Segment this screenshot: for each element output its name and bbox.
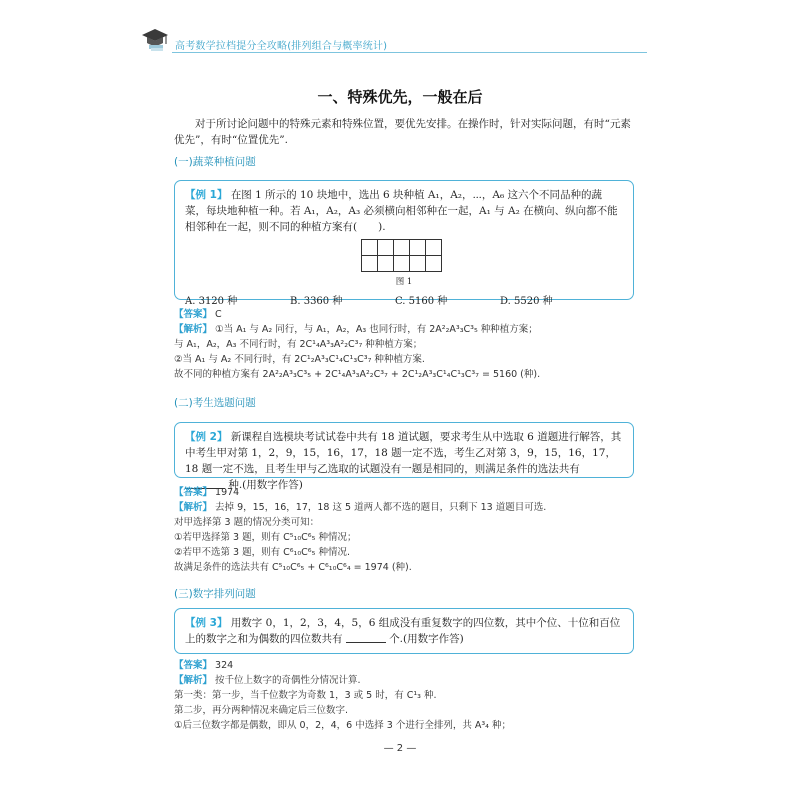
intro-paragraph: 对于所讨论问题中的特殊元素和特殊位置，要优先安排。在操作时，针对实际问题，有时“元素优先”，有时“位置优先”. [174,118,631,146]
example-2-question: 新课程自选模块考试试卷中共有 18 道试题，要求考生从中选取 6 道题进行解答，其中考生甲对第 1，2，9，15，16，17，18 题一定不选，考生乙对第 3，9，15，16，17，18 题一定不选，且考生甲与乙选取的试题没有一题是相同的，则满足条件的选法共有 [185,431,622,475]
graduation-cap-icon [140,26,170,52]
example-3-label: 【例 3】 [185,617,228,629]
analysis-line: ②当 A₁ 与 A₂ 不同行时，有 2C¹₂A³₃C¹₄C¹₃C³₇ 种种植方案. [174,354,425,365]
option-d: D. 5520 种 [500,296,553,307]
section-heading-3: (三)数字排列问题 [174,588,256,600]
answer-blank [346,632,386,643]
answer-value: C [215,309,222,320]
answer-value: 324 [215,660,234,671]
section-heading-2: (二)考生选题问题 [174,397,256,409]
example-1-box [174,180,634,307]
analysis-line: 故不同的种植方案有 2A²₂A³₃C³₅ + 2C¹₄A³₃A²₂C³₇ + 2C¹₂A³₃C¹₄C¹₃C³₇ = 5160 (种). [174,369,541,380]
analysis-line: 去掉 9，15，16，17，18 这 5 道两人都不选的题目，只剩下 13 道题目可选. [215,502,547,513]
analysis-line: 第二步，再分两种情况来确定后三位数字. [174,705,349,716]
example-1-label: 【例 1】 [185,189,228,201]
analysis-line: 按千位上数字的奇偶性分情况计算. [215,675,361,686]
example-3-question-end: 个.(用数字作答) [389,633,464,645]
answer-1-block [174,307,644,382]
analysis-tag: 【解析】 [174,502,213,513]
answer-3-block [174,658,644,733]
example-2-label: 【例 2】 [185,431,228,443]
analysis-line: ①若甲选择第 3 题，则有 C⁵₁₀C⁶₅ 种情况； [174,532,357,543]
header-title: 高考数学拉档提分全攻略(排列组合与概率统计) [175,41,388,52]
example-1-question: 在图 1 所示的 10 块地中，选出 6 块种植 A₁，A₂，⋯，A₆ 这六个不同品种的蔬菜，每块地种植一种。若 A₁，A₂，A₃ 必须横向相邻种在一起，A₁ 与 A₂ 在横向、纵向都不能相邻种在一起，则不同的种植方案有( ). [185,189,618,233]
example-2-box [174,422,634,491]
analysis-line: ①当 A₁ 与 A₂ 同行，与 A₁，A₂，A₃ 也同行时，有 2A²₂A³₃C³₅ 种种植方案； [215,324,538,335]
option-c: C. 5160 种 [395,296,448,307]
figure-1-caption: 图 1 [395,277,413,287]
example-3-box [174,608,634,654]
answer-tag: 【答案】 [174,660,213,671]
answer-tag: 【答案】 [174,309,213,320]
page-title: 一、特殊优先，一般在后 [317,88,483,106]
header-divider [172,52,647,53]
analysis-line: ①后三位数字都是偶数，即从 0，2，4，6 中选择 3 个进行全排列，共 A³₄ 种； [174,720,511,731]
figure-1-grid [361,239,442,272]
page-number: — 2 — [383,743,417,754]
section-heading-1: (一)蔬菜种植问题 [174,156,256,168]
example-2-question-end: 种.(用数字作答) [228,479,303,491]
analysis-line: 故满足条件的选法共有 C⁵₁₀C⁶₅ + C⁶₁₀C⁶₄ = 1974 (种). [174,562,412,573]
answer-value: 1974 [215,487,240,498]
analysis-line: 与 A₁，A₂，A₃ 不同行时，有 2C¹₄A³₃A²₂C³₇ 种种植方案； [174,339,423,350]
analysis-line: 对甲选择第 3 题的情况分类可知： [174,517,320,528]
example-1-text [185,187,623,235]
answer-2-block [174,485,644,575]
analysis-tag: 【解析】 [174,324,213,335]
analysis-line: ②若甲不选第 3 题，则有 C⁶₁₀C⁶₅ 种情况. [174,547,350,558]
answer-tag: 【答案】 [174,487,213,498]
option-b: B. 3360 种 [290,296,343,307]
option-a: A. 3120 种 [185,296,238,307]
analysis-line: 第一类：第一步，当千位数字为奇数 1，3 或 5 时，有 C¹₃ 种. [174,690,437,701]
analysis-tag: 【解析】 [174,675,213,686]
example-3-question: 用数字 0，1，2，3，4，5，6 组成没有重复数字的四位数，其中个位、十位和百位上的数字之和为偶数的四位数共有 [185,617,621,645]
